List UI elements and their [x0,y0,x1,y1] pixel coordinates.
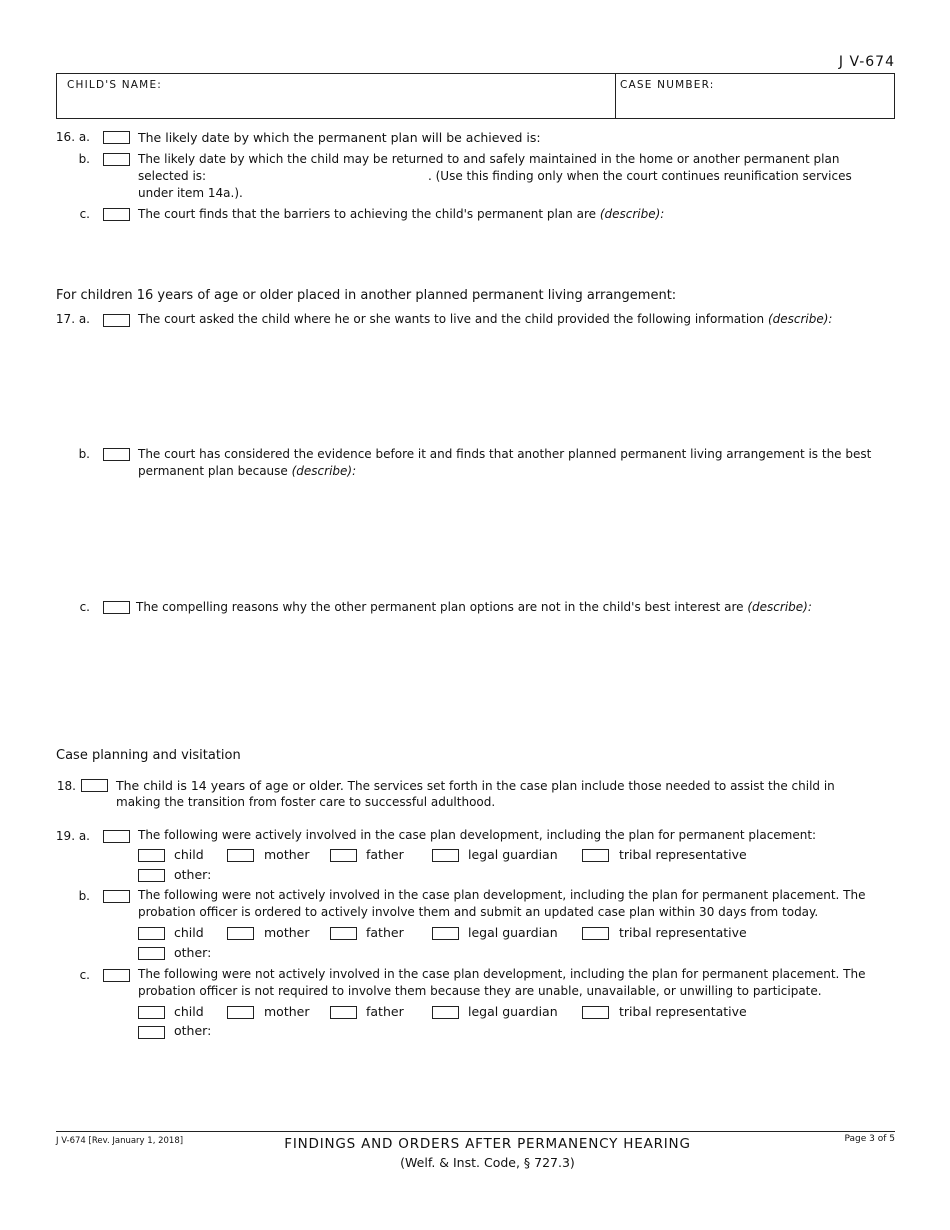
item-17-number: 17. a. [55,312,90,326]
header-divider [615,73,616,119]
item-16b-line1: The likely date by which the child may be returned to and safely maintained in the home or another permanent plan [138,152,840,166]
item-16a-checkbox[interactable] [103,131,130,144]
item-17b-label: b. [78,447,90,461]
item-19a-mother-checkbox[interactable] [227,849,254,862]
item-17b-checkbox[interactable] [103,448,130,461]
item-19c-other-label: other: [174,1023,212,1038]
item-17a-checkbox[interactable] [103,314,130,327]
item-19c-father-checkbox[interactable] [330,1006,357,1019]
child-name-label: CHILD'S NAME: [67,79,163,91]
item-19b-tribal-rep-checkbox[interactable] [582,927,609,940]
footer-subtitle: (Welf. & Inst. Code, § 727.3) [400,1155,575,1170]
item-17c-describe-field[interactable] [138,619,894,729]
item-19c-tribal-rep-checkbox[interactable] [582,1006,609,1019]
item-19c-other-field[interactable] [216,1023,716,1038]
item-17c-checkbox[interactable] [103,601,130,614]
item-16c-checkbox[interactable] [103,208,130,221]
item-16c-describe-field[interactable] [138,226,894,276]
item-19b-father-checkbox[interactable] [330,927,357,940]
item-16b-line3: under item 14a.). [138,186,243,200]
item-16b-line2a: selected is: [138,169,207,183]
section-18-heading: Case planning and visitation [56,748,241,763]
item-19a-mother-label: mother [264,847,310,862]
item-18-checkbox[interactable] [81,779,108,792]
item-19c-father-label: father [366,1004,404,1019]
item-17a-text: The court asked the child where he or she wants to live and the child provided the following information (describe): [138,312,833,326]
item-19b-other-checkbox[interactable] [138,947,165,960]
item-19a-child-checkbox[interactable] [138,849,165,862]
footer-rule [56,1131,895,1132]
item-19a-other-checkbox[interactable] [138,869,165,882]
item-19c-tribal-rep-label: tribal representative [619,1004,747,1019]
item-19b-line1: The following were not actively involved in the case plan development, including the plan for permanent placement. The [138,888,866,902]
item-19a-text: The following were actively involved in the case plan development, including the plan for permanent placement: [138,828,817,842]
item-19a-legal-guardian-checkbox[interactable] [432,849,459,862]
item-16b-checkbox[interactable] [103,153,130,166]
footer-title: FINDINGS AND ORDERS AFTER PERMANENCY HEARING [284,1136,691,1152]
item-19b-father-label: father [366,925,404,940]
item-19c-label: c. [79,968,90,982]
child-name-field[interactable] [60,94,608,116]
item-19c-child-checkbox[interactable] [138,1006,165,1019]
section-17-heading: For children 16 years of age or older placed in another planned permanent living arrangement: [56,288,677,303]
item-18-line1: The child is 14 years of age or older. The services set forth in the case plan include those needed to assist the child in [116,778,835,793]
item-19c-line1: The following were not actively involved in the case plan development, including the plan for permanent placement. The [138,967,866,981]
item-19b-other-field[interactable] [216,945,716,960]
footer-page-number: Page 3 of 5 [844,1134,895,1144]
item-19b-legal-guardian-checkbox[interactable] [432,927,459,940]
item-16-number: 16. a. [55,130,90,144]
footer-revision: J V-674 [Rev. January 1, 2018] [56,1136,184,1146]
item-19a-tribal-rep-label: tribal representative [619,847,747,862]
item-19c-child-label: child [174,1004,204,1019]
item-19a-father-label: father [366,847,404,862]
item-19b-mother-checkbox[interactable] [227,927,254,940]
item-16b-line2b: . (Use this finding only when the court continues reunification services [428,169,852,183]
item-19a-father-checkbox[interactable] [330,849,357,862]
item-17c-text: The compelling reasons why the other permanent plan options are not in the child's best interest are (describe): [136,600,812,614]
item-19b-line2: probation officer is ordered to actively involve them and submit an updated case plan within 30 days from today. [138,905,819,919]
item-19a-other-field[interactable] [216,867,716,882]
item-19c-checkbox[interactable] [103,969,130,982]
item-18-line2: making the transition from foster care to successful adulthood. [116,795,496,809]
item-19b-mother-label: mother [264,925,310,940]
item-19b-child-checkbox[interactable] [138,927,165,940]
item-19b-other-label: other: [174,945,212,960]
case-number-field[interactable] [620,94,890,116]
item-19a-other-label: other: [174,867,212,882]
item-19a-tribal-rep-checkbox[interactable] [582,849,609,862]
item-19a-legal-guardian-label: legal guardian [468,847,558,862]
item-19b-child-label: child [174,925,204,940]
item-19c-legal-guardian-label: legal guardian [468,1004,558,1019]
item-19c-legal-guardian-checkbox[interactable] [432,1006,459,1019]
item-19b-tribal-rep-label: tribal representative [619,925,747,940]
item-19b-legal-guardian-label: legal guardian [468,925,558,940]
item-19a-checkbox[interactable] [103,830,130,843]
item-19c-mother-label: mother [264,1004,310,1019]
item-16c-text: The court finds that the barriers to achieving the child's permanent plan are (describe): [138,207,665,221]
item-16b-label: b. [78,152,90,166]
item-19c-mother-checkbox[interactable] [227,1006,254,1019]
item-17b-line1: The court has considered the evidence before it and finds that another planned permanent living arrangement is the best [138,447,872,461]
item-19a-child-label: child [174,847,204,862]
form-id: J V-674 [838,54,895,70]
item-19b-label: b. [78,889,90,903]
item-16c-label: c. [79,207,90,221]
case-number-label: CASE NUMBER: [620,79,715,91]
item-19b-checkbox[interactable] [103,890,130,903]
item-19c-line2: probation officer is not required to involve them because they are unable, unavailable, or unwilling to participate. [138,984,822,998]
item-17b-describe-field[interactable] [138,483,894,593]
item-18-number: 18. [56,779,76,793]
item-19c-other-checkbox[interactable] [138,1026,165,1039]
item-16b-date-field[interactable] [215,168,425,184]
item-16a-text: The likely date by which the permanent plan will be achieved is: [138,130,541,145]
item-19-number: 19. a. [55,829,90,843]
item-17b-line2: permanent plan because (describe): [138,464,357,478]
item-17a-describe-field[interactable] [138,331,894,441]
item-17c-label: c. [79,600,90,614]
